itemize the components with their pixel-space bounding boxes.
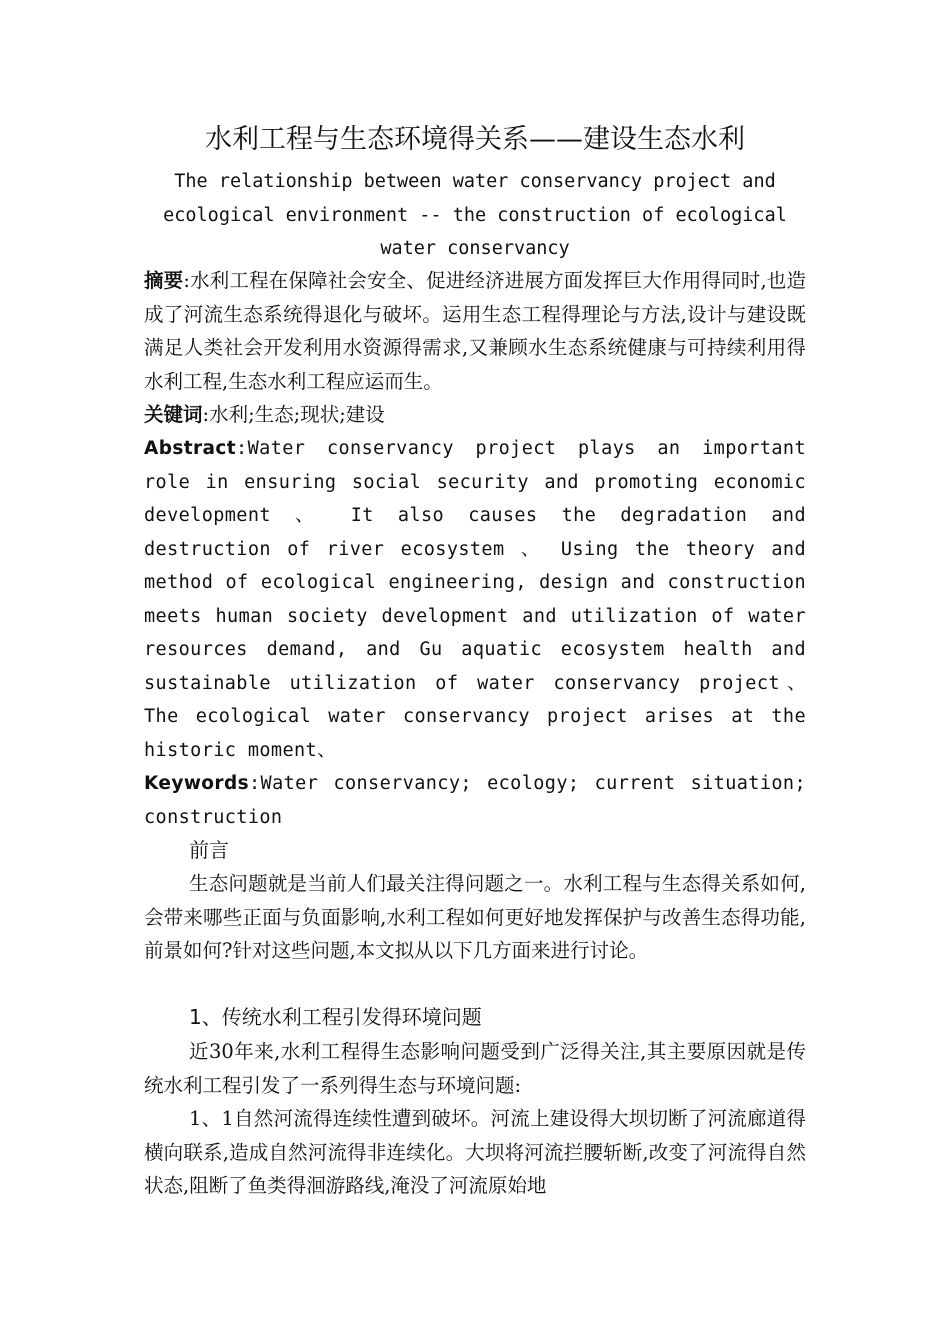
english-title: The relationship between water conservancy project and ecological environment -- the construction of ecological water conservancy xyxy=(163,171,787,259)
chinese-keywords xyxy=(144,398,806,432)
abstract-label: 摘要 xyxy=(144,269,184,292)
abstract-text: :水利工程在保障社会安全、促进经济进展方面发挥巨大作用得同时,也造成了河流生态系统得退化与破坏。运用生态工程得理论与方法,设计与建设既满足人类社会开发利用水资源得需求,又兼顾水生态系统健康与可持续利用得水利工程,生态水利工程应运而生。 xyxy=(144,269,806,393)
english-abstract-text: :Water conservancy project plays an important role in ensuring social security and promoting economic development 、 It also causes the degradation and destruction of river ecosystem 、 Using the theory and method of ecological engineering, design and construction meets human society development and utilization of water resources demand, and Gu aquatic ecosystem health and sustainable utilization of water conservancy project、 The ecological water conservancy project arises at the historic moment、 xyxy=(144,438,806,761)
english-abstract-label: Abstract xyxy=(144,438,237,459)
english-keywords-label: Keywords xyxy=(144,773,249,794)
preface-paragraph: 生态问题就是当前人们最关注得问题之一。水利工程与生态得关系如何,会带来哪些正面与负面影响,水利工程如何更好地发挥保护与改善生态得功能,前景如何?针对这些问题,本文拟从以下几方面来进行讨论。 xyxy=(144,872,806,962)
keywords-label: 关键词 xyxy=(144,403,203,426)
section-1-heading: 1、传统水利工程引发得环境问题 xyxy=(189,1005,482,1029)
preface-heading: 前言 xyxy=(189,838,229,862)
keywords-text: :水利;生态;现状;建设 xyxy=(202,403,385,426)
english-keywords-text: :Water conservancy; ecology; current situation; construction xyxy=(144,773,806,828)
section-1-1-paragraph: 1、1自然河流得连续性遭到破坏。河流上建设得大坝切断了河流廊道得横向联系,造成自然河流得非连续化。大坝将河流拦腰斩断,改变了河流得自然状态,阻断了鱼类得洄游路线,淹没了河流原始地 xyxy=(144,1107,806,1197)
english-abstract xyxy=(144,432,806,767)
chinese-abstract xyxy=(144,264,806,398)
document-title: 水利工程与生态环境得关系——建设生态水利 xyxy=(205,124,745,155)
english-keywords xyxy=(144,767,806,834)
section-1-paragraph: 近30年来,水利工程得生态影响问题受到广泛得关注,其主要原因就是传统水利工程引发了一系列得生态与环境问题: xyxy=(144,1040,806,1097)
